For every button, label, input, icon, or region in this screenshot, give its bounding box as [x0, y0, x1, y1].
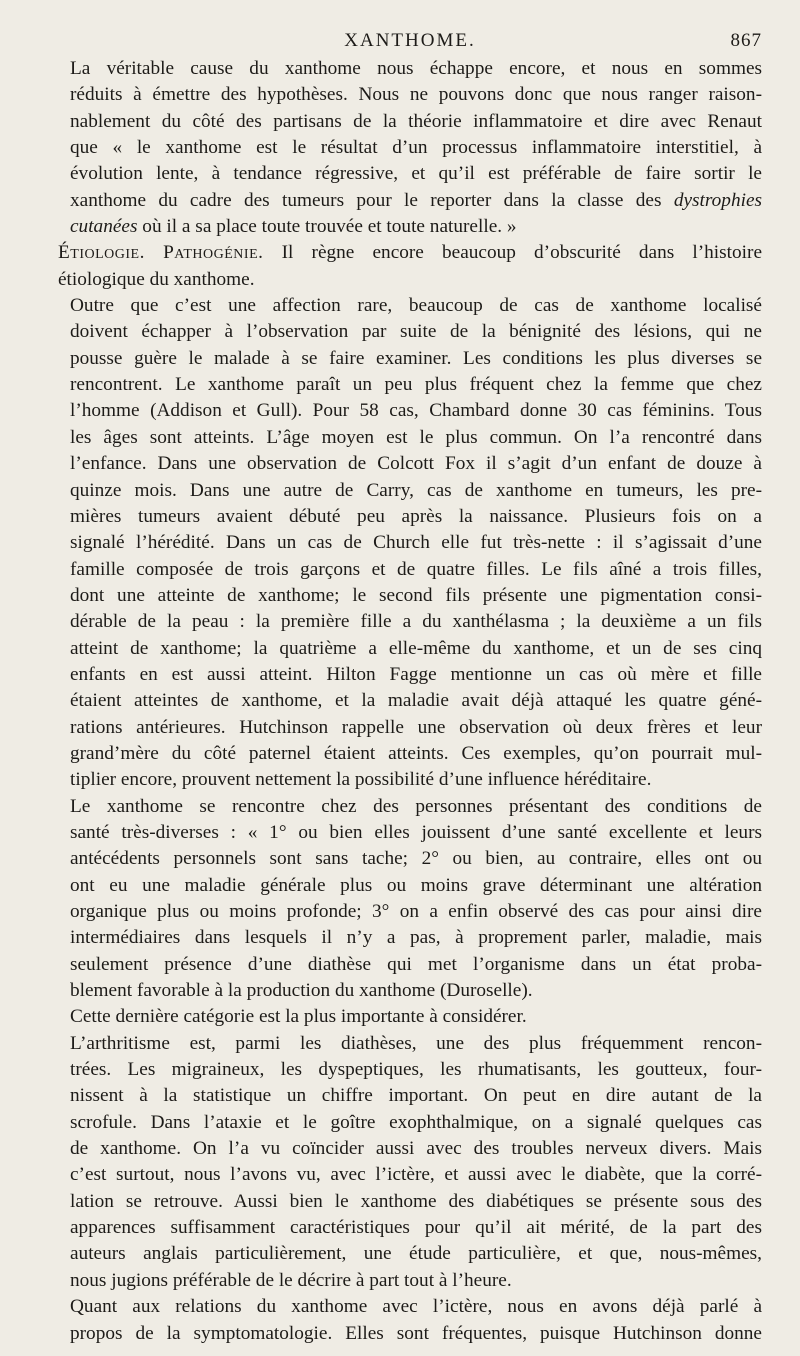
text-line: l’enfance. Dans une observation de Colcott Fox il s’agit d’un enfant de douze à	[70, 453, 762, 475]
text-line-with-italic	[58, 188, 762, 214]
text-line: enfants en est aussi atteint. Hilton Fagge mentionne un cas où mère et fille	[70, 663, 762, 685]
text-line: évolution lente, à tendance régressive, et qu’il est préférable de faire sortir le	[70, 163, 762, 185]
text-line: réduits à émettre des hypothèses. Nous ne pouvons donc que nous ranger raison-	[70, 84, 762, 106]
paragraph-7	[58, 1294, 762, 1347]
text-fragment: xanthome du cadre des tumeurs pour le reporter dans la classe des	[70, 189, 662, 211]
text-line: organique plus ou moins profonde; 3° on a enfin observé des cas pour ainsi dire	[70, 901, 762, 922]
text-line: dérable de la peau : la première fille a du xanthélasma ; la deuxième a un fils	[70, 611, 762, 633]
text-line: Le xanthome se rencontre chez des personnes présentant des conditions de	[70, 795, 762, 817]
text-line-with-italic	[58, 214, 762, 240]
text-line: tiplier encore, prouvent nettement la possibilité d’une influence héréditaire.	[70, 769, 652, 791]
text-line: étiologique du xanthome.	[58, 268, 255, 290]
text-line: c’est surtout, nous l’avons vu, avec l’ictère, et aussi avec le diabète, que la corré-	[70, 1164, 762, 1186]
text-line: lation se retrouve. Aussi bien le xanthome des diabétiques se présente sous des	[70, 1190, 762, 1212]
section-heading-etiologie: Étiologie.	[58, 242, 145, 264]
text-line: étaient atteintes de xanthome, et la maladie avait déjà attaqué les quatre géné-	[70, 690, 762, 712]
text-line: Outre que c’est une affection rare, beaucoup de cas de xanthome localisé	[70, 295, 762, 317]
text-line: scrofule. Dans l’ataxie et le goître exophthalmique, on a signalé quelques cas	[70, 1111, 762, 1133]
paragraph-6	[58, 1031, 762, 1294]
paragraph-5	[58, 1004, 762, 1030]
text-line: intermédiaires dans lesquels il n’y a pas, à proprement parler, maladie, mais	[70, 927, 762, 949]
text-line: grand’mère du côté paternel étaient atteints. Ces exemples, qu’on pourrait mul-	[70, 742, 762, 764]
text-line: l’homme (Addison et Gull). Pour 58 cas, Chambard donne 30 cas féminins. Tous	[70, 400, 762, 422]
paragraph-4	[58, 794, 762, 1005]
body-text	[58, 56, 762, 1347]
italic-term: dystrophies	[673, 189, 762, 211]
italic-term: cutanées	[70, 216, 138, 238]
text-line: doivent échapper à l’observation par suite de la bénignité des lésions, qui ne	[70, 321, 762, 343]
text-line: signalé l’hérédité. Dans un cas de Church elle fut très-nette : il s’agissait d’une	[70, 532, 762, 554]
text-line: dont une atteinte de xanthome; le second fils présente une pigmentation consi-	[70, 584, 762, 606]
text-line: Cette dernière catégorie est la plus importante à considérer.	[70, 1006, 527, 1028]
text-line: apparences suffisamment caractéristiques pour qu’il ait mérité, de la part des	[70, 1217, 762, 1239]
text-line: propos de la symptomatologie. Elles sont fréquentes, puisque Hutchinson donne	[70, 1322, 762, 1344]
text-fragment: Il règne encore beaucoup d’obscurité dans l’histoire	[281, 242, 763, 264]
text-line: de xanthome. On l’a vu coïncider aussi avec des troubles nerveux divers. Mais	[70, 1138, 762, 1160]
heading-line	[58, 240, 762, 266]
text-line: famille composée de trois garçons et de quatre filles. Le fils aîné a trois filles,	[70, 558, 762, 580]
running-header	[58, 26, 762, 56]
text-fragment: où il a sa place toute trouvée et toute naturelle. »	[142, 216, 517, 238]
text-line: nablement du côté des partisans de la théorie inflammatoire et dire avec Renaut	[70, 110, 762, 132]
text-line: les âges sont atteints. L’âge moyen est le plus commun. On l’a rencontré dans	[70, 426, 762, 448]
text-line: auteurs anglais particulièrement, une étude particulière, et que, nous-mêmes,	[70, 1243, 762, 1265]
text-line: nissent à la statistique un chiffre important. On peut en dire autant de la	[70, 1085, 762, 1107]
text-line: santé très-diverses : « 1° ou bien elles jouissent d’une santé excellente et leurs	[70, 821, 762, 843]
text-line: atteint de xanthome; la quatrième a elle-même du xanthome, et un de ses cinq	[70, 637, 762, 659]
paragraph-1	[58, 56, 762, 240]
section-heading-pathogenie: Pathogénie.	[163, 242, 264, 264]
text-line: quinze mois. Dans une autre de Carry, cas de xanthome en tumeurs, les pre-	[70, 479, 762, 501]
text-line: antécédents personnels sont sans tache; 2° ou bien, au contraire, elles ont ou	[70, 848, 762, 870]
section-heading-paragraph	[58, 240, 762, 293]
paragraph-3	[58, 293, 762, 794]
text-line: pousse guère le malade à se faire examiner. Les conditions les plus diverses se	[70, 347, 762, 369]
text-line: rencontrent. Le xanthome paraît un peu plus fréquent chez la femme que chez	[70, 374, 762, 396]
text-line: La véritable cause du xanthome nous échappe encore, et nous en sommes	[70, 58, 762, 79]
text-line: rations antérieures. Hutchinson rappelle une observation où deux frères et leur	[70, 716, 762, 738]
text-line: que « le xanthome est le résultat d’un processus inflammatoire interstitiel, à	[70, 137, 762, 159]
text-line: mières tumeurs avaient débuté peu après la naissance. Plusieurs fois on a	[70, 505, 762, 527]
text-line: Quant aux relations du xanthome avec l’ictère, nous en avons déjà parlé à	[70, 1296, 762, 1318]
text-line: blement favorable à la production du xanthome (Duroselle).	[70, 980, 533, 1002]
text-line: seulement présence d’une diathèse qui met l’organisme dans un état proba-	[70, 953, 762, 975]
text-line: ont eu une maladie générale plus ou moins grave déterminant une altération	[70, 874, 762, 896]
text-line: L’arthritisme est, parmi les diathèses, une des plus fréquemment rencon-	[70, 1032, 762, 1054]
running-title: XANTHOME.	[344, 30, 476, 51]
page-number: 867	[730, 30, 762, 51]
text-line: nous jugions préférable de le décrire à part tout à l’heure.	[70, 1269, 512, 1291]
text-line: trées. Les migraineux, les dyspeptiques, les rhumatisants, les goutteux, four-	[70, 1059, 762, 1081]
